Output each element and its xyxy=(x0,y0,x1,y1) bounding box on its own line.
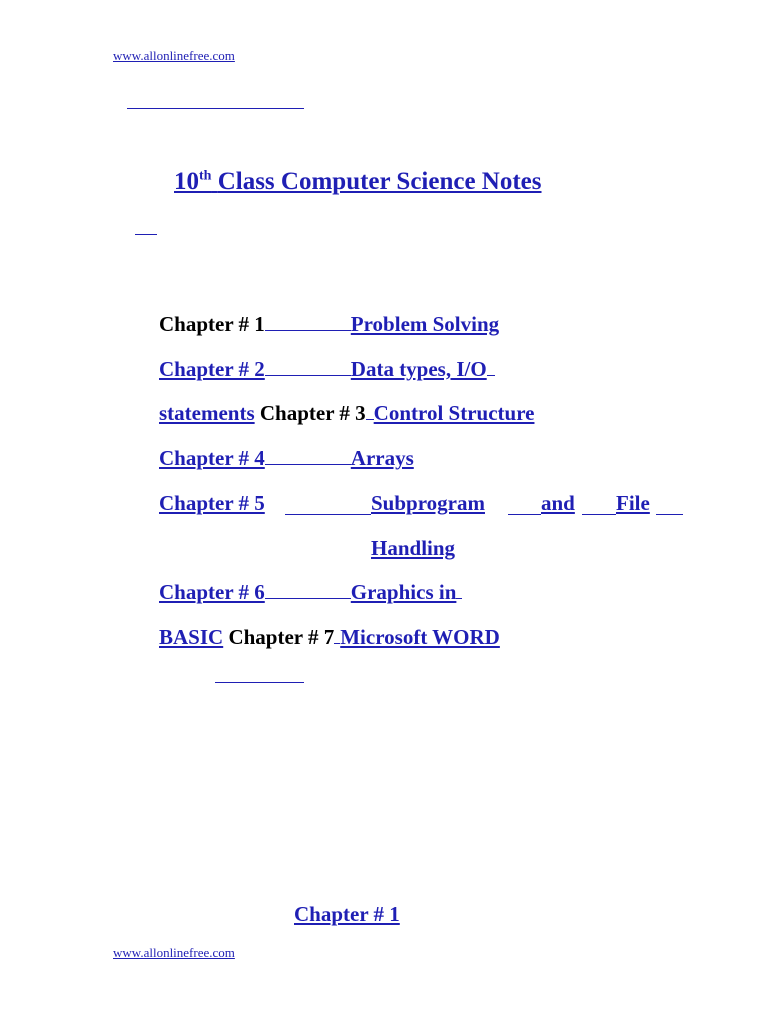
toc-row-6 xyxy=(159,580,462,605)
header-site-link[interactable]: www.allonlinefree.com xyxy=(113,48,235,63)
toc-chapter-label[interactable]: Chapter # 5 xyxy=(159,491,265,515)
toc-link-statements[interactable]: statements xyxy=(159,401,255,425)
toc-link-file[interactable]: File xyxy=(616,491,650,515)
toc-row-1 xyxy=(159,312,499,337)
toc-link-microsoft-word[interactable]: Microsoft WORD xyxy=(340,625,500,649)
toc-link-control-structure[interactable]: Control Structure xyxy=(373,401,535,425)
toc-link-basic[interactable]: BASIC xyxy=(159,625,224,649)
underline-rule xyxy=(135,234,157,235)
toc-link-handling[interactable]: Handling xyxy=(371,536,456,560)
toc-link-problem-solving[interactable]: Problem Solving xyxy=(350,312,500,336)
toc-row-2 xyxy=(159,357,495,382)
toc-link-subprogram[interactable]: Subprogram xyxy=(371,491,485,515)
toc-row-4 xyxy=(159,446,414,471)
toc-link-graphics[interactable]: Graphics in xyxy=(350,580,457,604)
toc-link-data-types[interactable]: Data types, I/O xyxy=(350,357,487,381)
toc-row-5 xyxy=(159,491,265,516)
underline-rule xyxy=(215,682,304,683)
underline-rule xyxy=(127,108,304,109)
toc-chapter-label: Chapter # 3 xyxy=(259,401,366,425)
toc-chapter-label[interactable]: Chapter # 2 xyxy=(159,357,265,381)
toc-link-arrays[interactable]: Arrays xyxy=(350,446,414,470)
section-heading[interactable]: Chapter # 1 xyxy=(294,902,400,926)
toc-chapter-label[interactable]: Chapter # 4 xyxy=(159,446,265,470)
toc-row-7 xyxy=(159,625,500,650)
toc-row-3 xyxy=(159,401,534,426)
footer-site-link[interactable]: www.allonlinefree.com xyxy=(113,945,235,960)
toc-link-and[interactable]: and xyxy=(541,491,575,515)
page-title[interactable]: 10th Class Computer Science Notes xyxy=(174,168,542,195)
toc-chapter-label: Chapter # 7 xyxy=(228,625,335,649)
toc-chapter-label[interactable]: Chapter # 6 xyxy=(159,580,265,604)
toc-chapter-label: Chapter # 1 xyxy=(159,312,265,336)
